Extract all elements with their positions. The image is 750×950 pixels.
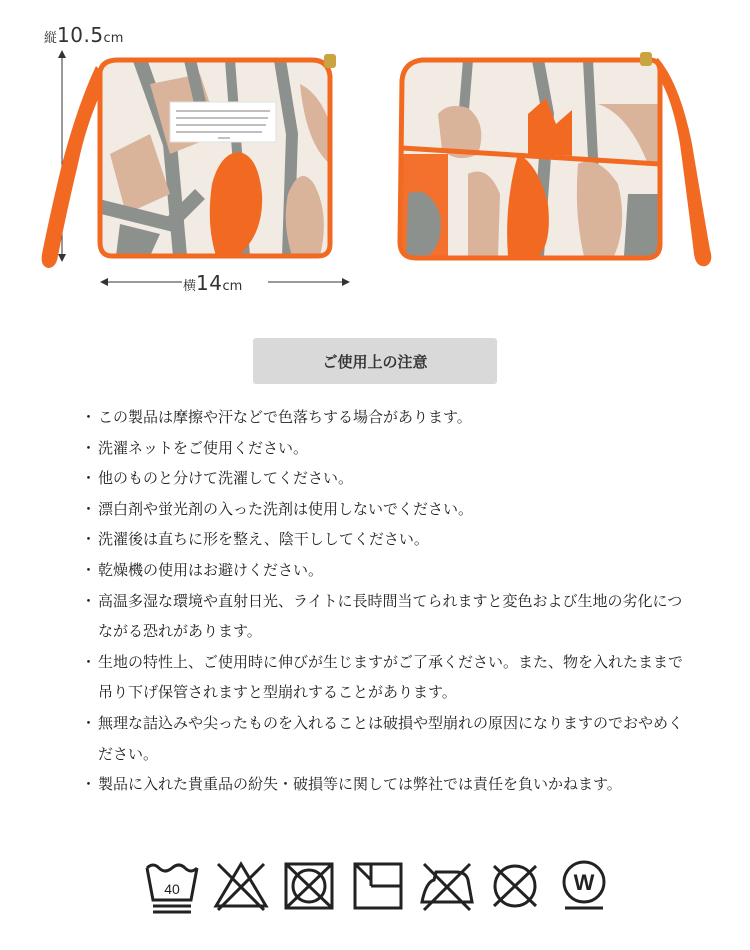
width-value: 14	[196, 271, 223, 295]
caution-item: ・ 他のものと分けて洗濯してください。	[84, 463, 684, 494]
height-unit: cm	[103, 31, 124, 46]
caution-item: ・ 漂白剤や蛍光剤の入った洗剤は使用しないでください。	[84, 494, 684, 525]
no-dry-clean-icon	[486, 858, 544, 914]
caution-item: ・ 無理な詰込みや尖ったものを入れることは破損や型崩れの原因になりますのでおやめください。	[84, 708, 684, 769]
caution-item: ・ 高温多湿な環境や直射日光、ライトに長時間当てられますと変色および生地の劣化につながる恐れがあります。	[84, 586, 684, 647]
caution-item: ・ 洗濯後は直ちに形を整え、陰干ししてください。	[84, 524, 684, 555]
width-arrow-right	[268, 276, 350, 288]
caution-heading: ご使用上の注意	[253, 338, 497, 384]
height-prefix: 縦	[44, 31, 58, 46]
height-value: 10.5	[57, 23, 104, 47]
caution-list	[84, 402, 684, 800]
no-bleach-icon	[212, 858, 270, 914]
line-dry-shade-icon	[349, 858, 407, 914]
caution-item: ・ この製品は摩擦や汗などで色落ちする場合があります。	[84, 402, 684, 433]
wash-temperature-text: 40	[164, 881, 180, 897]
wash-tub-40-icon	[143, 858, 201, 914]
caution-item: ・ 乾燥機の使用はお避けください。	[84, 555, 684, 586]
width-arrow-left	[100, 276, 182, 288]
caution-item: ・ 洗濯ネットをご使用ください。	[84, 433, 684, 464]
wet-cleaning-w-icon	[555, 858, 613, 914]
width-prefix: 横	[183, 279, 197, 294]
caution-item: ・ 生地の特性上、ご使用時に伸びが生じますがご了承ください。また、物を入れたままで吊り下げ保管されますと型崩れすることがあります。	[84, 647, 684, 708]
no-iron-icon	[418, 858, 476, 914]
width-unit: cm	[222, 279, 243, 294]
no-tumble-dry-icon	[280, 858, 338, 914]
caution-item: ・ 製品に入れた貴重品の紛失・破損等に関しては弊社では責任を負いかねます。	[84, 769, 684, 800]
pouch-front-image	[30, 44, 360, 276]
wet-cleaning-letter: W	[573, 870, 595, 895]
care-symbols-row	[143, 858, 613, 914]
pouch-back-image	[388, 44, 720, 276]
